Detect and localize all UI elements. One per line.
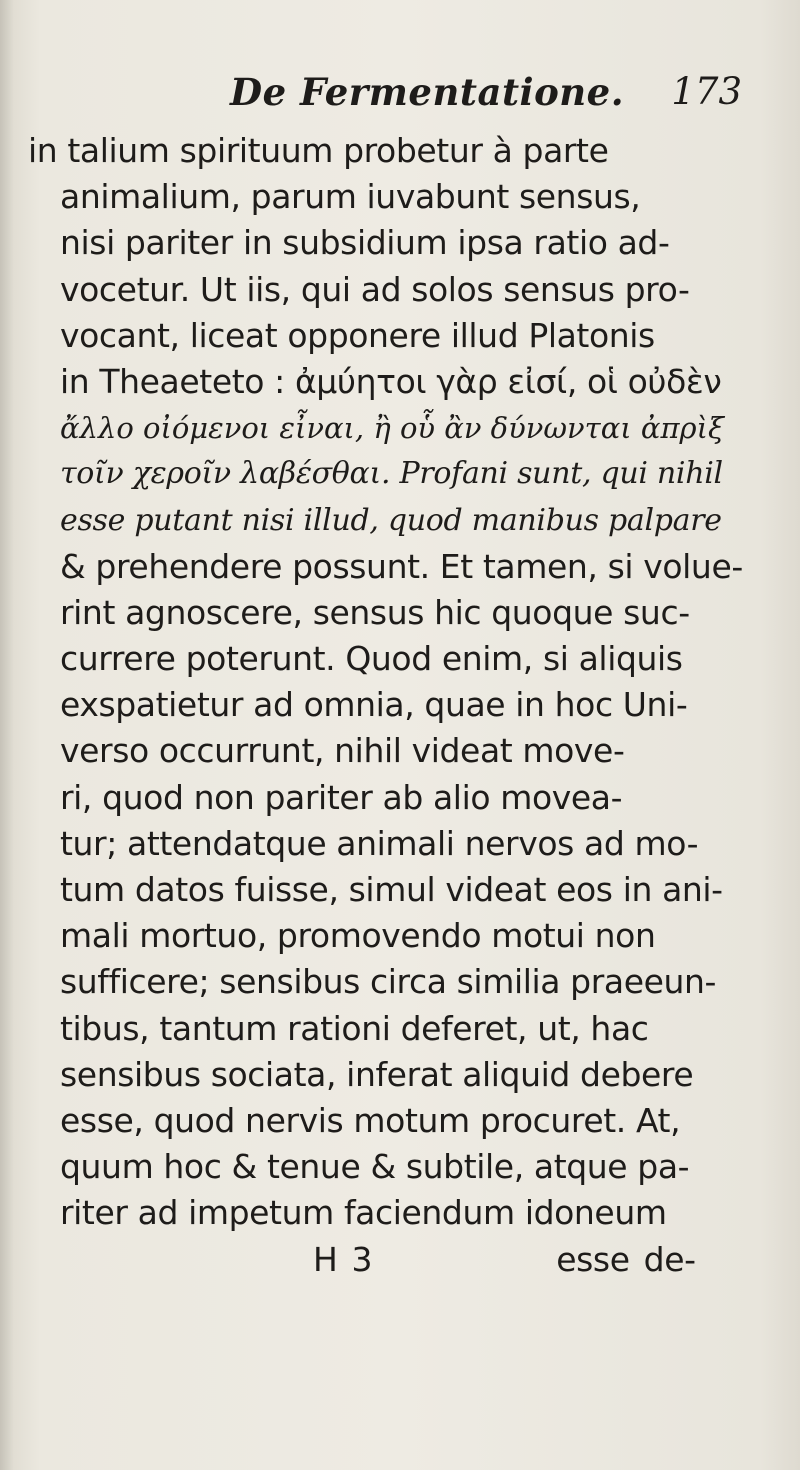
- text-line: quum hoc & tenue & subtile, atque pa-: [60, 1147, 690, 1187]
- text-line: currere poterunt. Quod enim, si aliquis: [60, 639, 683, 679]
- text-line: rint agnoscere, sensus hic quoque suc-: [60, 592, 690, 632]
- text-line: exspatietur ad omnia, quae in hoc Uni-: [60, 685, 688, 725]
- text-line: tibus, tantum rationi deferet, ut, hac: [60, 1008, 649, 1048]
- page-number: 173: [671, 70, 742, 113]
- text-line: mali mortuo, promovendo motui non: [60, 916, 656, 956]
- italic-text-line: esse putant nisi illud, quod manibus palpare: [60, 502, 722, 538]
- text-line: nisi pariter in subsidium ipsa ratio ad-: [60, 223, 670, 263]
- body-text: [28, 128, 788, 1283]
- text-line: esse, quod nervis motum procuret. At,: [60, 1100, 681, 1140]
- text-line: in Theaeteto : ἀμύητοι γὰρ εἰσί, οἱ οὐδὲν: [60, 361, 722, 401]
- catchword: esse de-: [556, 1239, 696, 1279]
- text-line: ri, quod non pariter ab alio movea-: [60, 777, 623, 817]
- text-line: riter ad impetum faciendum idoneum: [60, 1193, 667, 1233]
- text-line: vocetur. Ut iis, qui ad solos sensus pro-: [60, 269, 690, 309]
- text-line: sensibus sociata, inferat aliquid debere: [60, 1054, 694, 1094]
- footer-line: [28, 1237, 788, 1283]
- running-title: De Fermentatione.: [230, 70, 625, 114]
- text-line: in talium spirituum probetur à parte: [28, 131, 609, 170]
- text-line: animalium, parum iuvabunt sensus,: [60, 177, 641, 217]
- text-line: vocant, liceat opponere illud Platonis: [60, 315, 655, 355]
- text-line: tur; attendatque animali nervos ad mo-: [60, 823, 699, 863]
- text-line: & prehendere possunt. Et tamen, si volue-: [60, 546, 743, 586]
- spine-shadow: [0, 0, 14, 1470]
- text-line: tum datos fuisse, simul videat eos in ani-: [60, 870, 723, 909]
- text-line: sufficere; sensibus circa similia praeeun-: [60, 962, 717, 1002]
- text-line: τοῖν χεροῖν λαβέσθαι. Profani sunt, qui nihil: [60, 456, 723, 492]
- greek-text-line: ἄλλο οἰόμενοι εἶναι, ἢ οὗ ἂν δύνωνται ἀπρὶξ: [60, 411, 724, 446]
- text-line: verso occurrunt, nihil videat move-: [60, 731, 625, 771]
- signature-mark: H 3: [313, 1239, 373, 1279]
- page-header: [60, 70, 760, 120]
